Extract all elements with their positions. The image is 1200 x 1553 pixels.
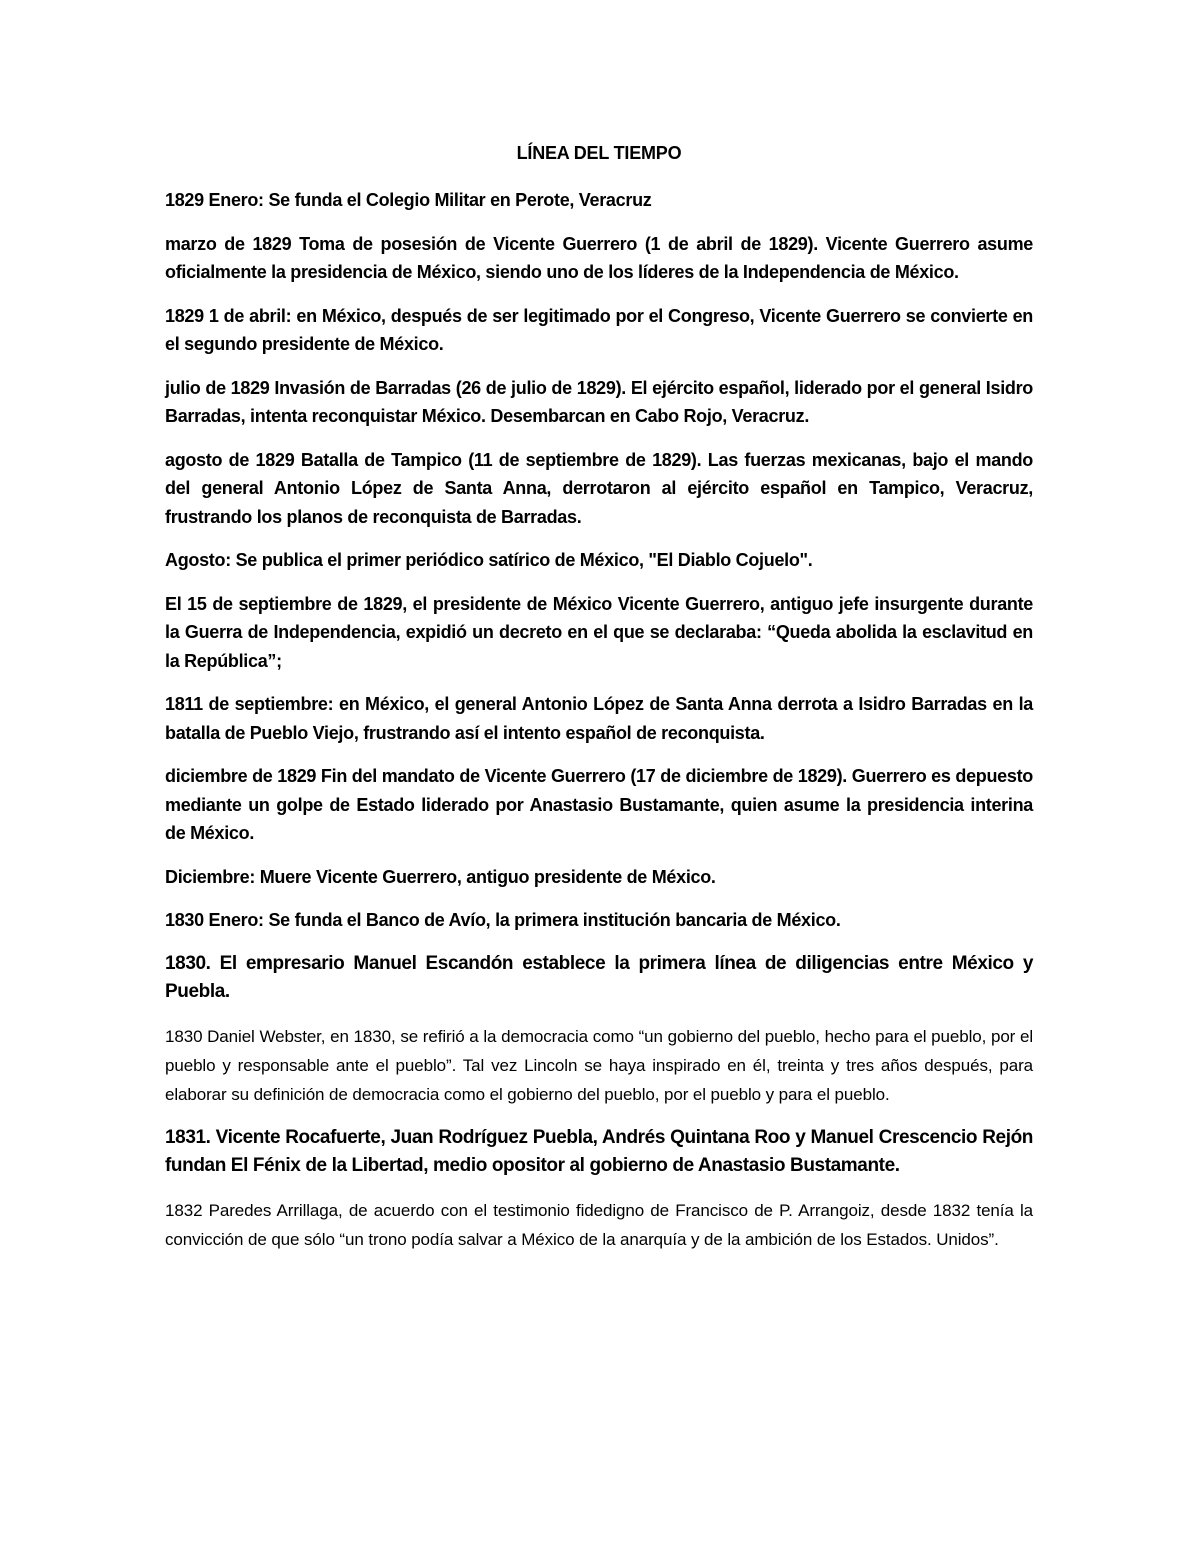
timeline-entry: 1832 Paredes Arrillaga, de acuerdo con el testimonio fidedigno de Francisco de P. Arrangoiz, desde 1832 tenía la convicción de que sólo “un trono podía salvar a México de la anarquía y de la ambición de los Estados. Unidos”. (165, 1200, 1033, 1249)
document-page (165, 140, 1033, 1269)
timeline-entry: 1829 1 de abril: en México, después de ser legitimado por el Congreso, Vicente Guerrero se convierte en el segundo presidente de México. (165, 305, 1033, 354)
timeline-entry: 1831. Vicente Rocafuerte, Juan Rodríguez Puebla, Andrés Quintana Roo y Manuel Crescencio Rejón fundan El Fénix de la Libertad, medio opositor al gobierno de Anastasio Bustamante. (165, 1126, 1033, 1176)
timeline-entry: El 15 de septiembre de 1829, el presidente de México Vicente Guerrero, antiguo jefe insurgente durante la Guerra de Independencia, expidió un decreto en el que se declaraba: “Queda abolida la esclavitud en la República”; (165, 593, 1033, 671)
timeline-entry: agosto de 1829 Batalla de Tampico (11 de septiembre de 1829). Las fuerzas mexicanas, bajo el mando del general Antonio López de Santa Anna, derrotaron al ejército español en Tampico, Veracruz, frustrando los planos de reconquista de Barradas. (165, 449, 1033, 527)
timeline-entry: marzo de 1829 Toma de posesión de Vicente Guerrero (1 de abril de 1829). Vicente Guerrero asume oficialmente la presidencia de México, siendo uno de los líderes de la Independencia de México. (165, 233, 1033, 282)
timeline-entry: Diciembre: Muere Vicente Guerrero, antiguo presidente de México. (165, 866, 716, 887)
timeline-entry: 1830 Enero: Se funda el Banco de Avío, la primera institución bancaria de México. (165, 910, 841, 930)
timeline-entry: 1829 Enero: Se funda el Colegio Militar en Perote, Veracruz (165, 190, 652, 210)
timeline-entry: 1830. El empresario Manuel Escandón establece la primera línea de diligencias entre México y Puebla. (165, 952, 1033, 1002)
timeline-entry: 1830 Daniel Webster, en 1830, se refirió a la democracia como “un gobierno del pueblo, hecho para el pueblo, por el pueblo y responsable ante el pueblo”. Tal vez Lincoln se haya inspirado en él, treinta y tres años después, para elaborar su definición de democracia como el gobierno del pueblo, por el pueblo y para el pueblo. (165, 1026, 1033, 1104)
timeline-entry: diciembre de 1829 Fin del mandato de Vicente Guerrero (17 de diciembre de 1829). Guerrero es depuesto mediante un golpe de Estado liderado por Anastasio Bustamante, quien asume la presidencia interina de México. (165, 766, 1033, 843)
timeline-entry: Agosto: Se publica el primer periódico satírico de México, "El Diablo Cojuelo". (165, 550, 813, 570)
timeline-entry: julio de 1829 Invasión de Barradas (26 de julio de 1829). El ejército español, liderado por el general Isidro Barradas, intenta reconquistar México. Desembarcan en Cabo Rojo, Veracruz. (165, 377, 1033, 426)
timeline-entry: 1811 de septiembre: en México, el general Antonio López de Santa Anna derrota a Isidro Barradas en la batalla de Pueblo Viejo, frustrando así el intento español de reconquista. (165, 694, 1033, 743)
document-title: LÍNEA DEL TIEMPO (516, 143, 682, 163)
